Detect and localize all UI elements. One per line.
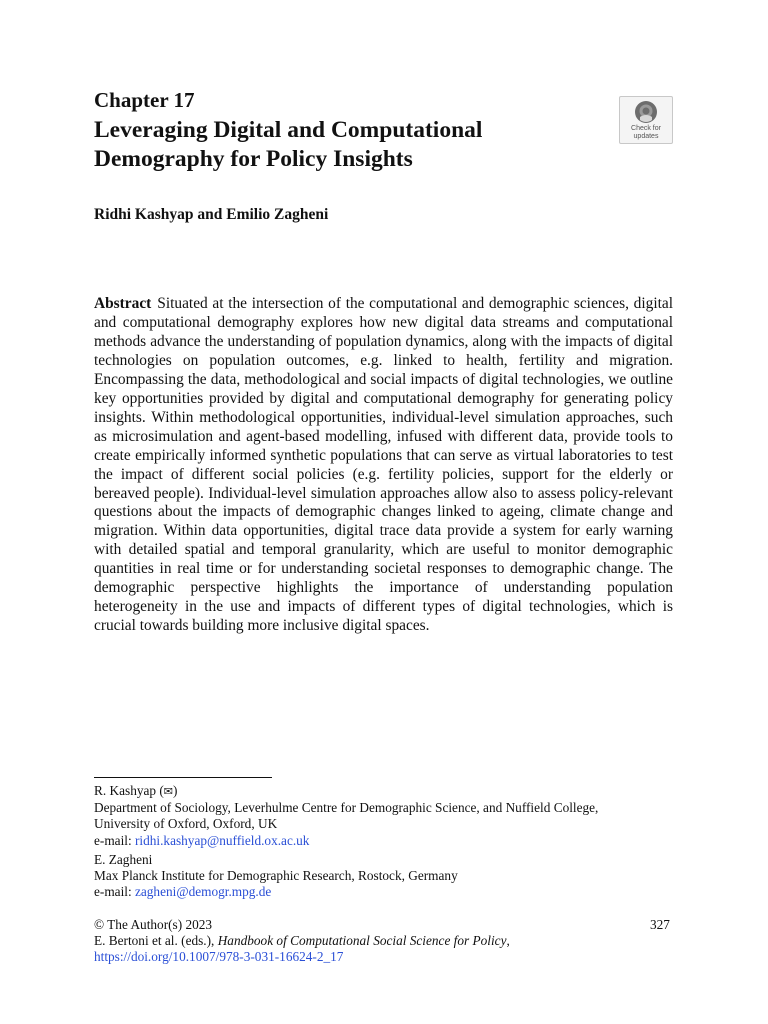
check-for-updates-badge[interactable]	[619, 96, 673, 144]
affiliation-line-2: University of Oxford, Oxford, UK	[94, 816, 278, 832]
author-name: E. Zagheni	[94, 852, 153, 867]
abstract	[94, 295, 673, 636]
authors: Ridhi Kashyap and Emilio Zagheni	[94, 206, 329, 223]
author-name-close: )	[173, 783, 178, 798]
badge-line-1: Check for	[631, 125, 661, 132]
affiliation-line-1: Department of Sociology, Leverhulme Centre for Demographic Science, and Nuffield College,	[94, 800, 599, 816]
chapter-title-line-2: Demography for Policy Insights	[94, 146, 413, 172]
affiliation-kashyap	[94, 783, 598, 849]
author-name: R. Kashyap (	[94, 783, 164, 798]
check-for-updates-icon	[634, 100, 658, 124]
chapter-title-line-1: Leveraging Digital and Computational	[94, 117, 483, 143]
abstract-label: Abstract	[94, 295, 152, 312]
copyright: © The Author(s) 2023	[94, 917, 213, 932]
check-for-updates-text	[631, 125, 661, 140]
badge-line-2: updates	[633, 132, 659, 140]
email-line	[94, 884, 458, 900]
envelope-icon[interactable]: ✉	[163, 785, 174, 798]
doi-link[interactable]: https://doi.org/10.1007/978-3-031-16624-2_17	[94, 949, 344, 965]
citation-line	[94, 933, 510, 949]
book-title: Handbook of Computational Social Science for Policy	[217, 933, 507, 949]
page-number: 327	[650, 917, 670, 932]
email-link[interactable]: zagheni@demogr.mpg.de	[134, 884, 272, 900]
book-suffix: ,	[506, 933, 510, 949]
affiliation-zagheni	[94, 852, 458, 901]
publication-footer	[94, 917, 510, 966]
editors: E. Bertoni et al. (eds.),	[94, 933, 218, 949]
email-label: e-mail:	[94, 884, 135, 900]
email-line	[94, 833, 598, 849]
affiliation-line-1: Max Planck Institute for Demographic Research, Rostock, Germany	[94, 868, 458, 884]
email-link[interactable]: ridhi.kashyap@nuffield.ox.ac.uk	[134, 832, 310, 848]
email-label: e-mail:	[94, 832, 135, 848]
chapter-title	[94, 116, 614, 174]
footnote-divider	[94, 777, 272, 778]
author-name-line	[94, 783, 598, 800]
chapter-label: Chapter 17	[94, 88, 195, 112]
abstract-text: Situated at the intersection of the computational and demographic sciences, digital and computational demography explores how new digital data streams and computational methods advance the understanding of population dynamics, along with the impacts of digital technologies on population outcomes, e.g. linked to health, fertility and migration. Encompassing the data, methodological and social impacts of digital technologies, we outline key opportunities provided by digital and computational demography for generating policy insights. Within methodological opportunities, individual-level simulation approaches, such as microsimulation and agent-based modelling, infused with different data, provide tools to create empirically informed synthetic populations that can serve as virtual laboratories to test the impact of different social policies (e.g. fertility policies, support for the elderly or bereaved people). Individual-level simulation approaches allow also to assess policy-relevant questions about the impacts of demographic changes linked to ageing, climate change and migration. Within data opportunities, digital trace data provide a system for early warning with detailed spatial and temporal granularity, which are useful to monitor demographic quantities in real time or for understanding societal responses to demographic change. The demographic perspective highlights the importance of understanding population heterogeneity in the use and impacts of different types of digital technologies, which is crucial towards building more inclusive digital spaces.	[94, 295, 673, 635]
